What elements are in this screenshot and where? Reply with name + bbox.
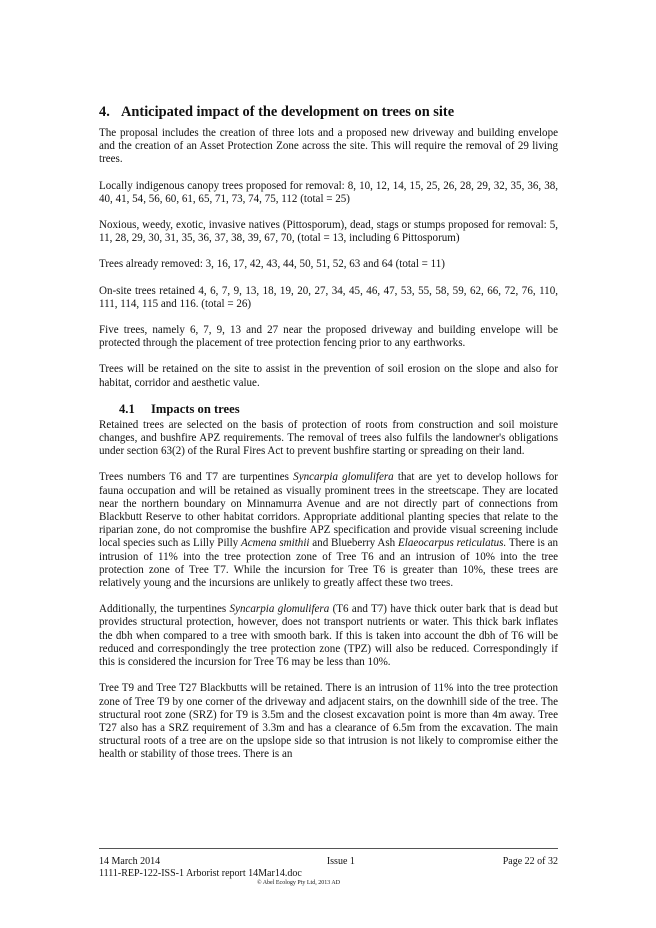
footer-copyright: © Abel Ecology Pty Ltd, 2013 AD — [256, 880, 341, 886]
section-title: Anticipated impact of the development on trees on site — [121, 104, 455, 120]
species-name: Elaeocarpus reticulatus. — [398, 537, 507, 550]
paragraph-blackbutts: Tree T9 and Tree T27 Blackbutts will be retained. There is an intrusion of 11% into the tree protection zone of Tree T9 by one corner of the driveway and adjacent stairs, on the downhill side of the tree. The structural root zone (SRZ) for T9 is 3.5m and the closest excavation point is more than 4m away. Tree T27 also has a SRZ requirement of 3.3m and has a clearance of 6.5m from the excavation. The main structural roots of a tree are on the upslope side so that intrusion is not likely to compromise either the health or stability of those trees. There is an — [99, 682, 558, 761]
subsection-title: Impacts on trees — [151, 401, 240, 416]
footer-date: 14 March 2014 — [99, 856, 161, 867]
section-number: 4. — [99, 104, 110, 120]
text-run: that are yet to develop hollows for fauna occupation and will be retained as visually prominent trees in the streetscape. They are located near the northern boundary on Minnamurra Avenue and are not directly part of connections from Blackbutt Reserve to other habitat corridors. Appropriate additional planting species that relate to the riparian zone, do not compromise the bushfire APZ specification and provide visual screening include local species such as Lilly Pilly — [99, 471, 558, 550]
text-run: and Blueberry Ash — [309, 537, 398, 550]
species-name: Acmena smithii — [241, 537, 310, 550]
paragraph-bark-dbh — [99, 603, 558, 669]
page-footer — [99, 848, 558, 887]
subsection-number: 4.1 — [119, 401, 135, 416]
paragraph-proposal: The proposal includes the creation of three lots and a proposed new driveway and building envelope and the creation of an Asset Protection Zone across the site. This will require the removal of 29 living trees. — [99, 127, 558, 166]
paragraph-already-removed: Trees already removed: 3, 16, 17, 42, 43, 44, 50, 51, 52, 63 and 64 (total = 11) — [99, 258, 445, 271]
paragraph-indigenous-removal: Locally indigenous canopy trees proposed for removal: 8, 10, 12, 14, 15, 25, 26, 28, 29, 32, 35, 36, 38, 40, 41, 54, 56, 60, 61, 65, 71, 73, 74, 75, 112 (total = 25) — [99, 179, 558, 205]
page-body — [99, 103, 558, 775]
text-run: Trees numbers T6 and T7 are turpentines — [99, 471, 294, 484]
species-name: Syncarpia glomulifera — [229, 603, 330, 616]
paragraph-retained: On-site trees retained 4, 6, 7, 9, 13, 18, 19, 20, 27, 34, 45, 46, 47, 53, 55, 58, 59, 62, 66, 72, 76, 110, 111, 114, 115 and 116. (total = 26) — [99, 284, 558, 310]
subsection-heading — [119, 402, 558, 417]
paragraph-protected-trees: Five trees, namely 6, 7, 9, 13 and 27 near the proposed driveway and building envelope will be protected through the placement of tree protection fencing prior to any earthworks. — [99, 324, 558, 350]
text-run: Additionally, the turpentines — [99, 603, 230, 616]
footer-page-number: Page 22 of 32 — [502, 856, 558, 867]
paragraph-noxious-removal: Noxious, weedy, exotic, invasive natives (Pittosporum), dead, stags or stumps proposed for removal: 5, 11, 28, 29, 30, 31, 35, 36, 37, 38, 39, 67, 70, (total = 13, including 6 Pittosporum) — [99, 219, 558, 245]
paragraph-turpentines-t6-t7 — [99, 471, 558, 590]
text-run: There is an intrusion of 11% into the tree protection zone of Tree T6 and an intrusion of 10% into the tree protection zone of Tree T7. While the incursion for Tree T6 is greater than 10%, these trees are relatively young and the incursions are unlikely to greatly affect these two trees. — [99, 537, 559, 590]
paragraph-erosion: Trees will be retained on the site to assist in the prevention of soil erosion on the slope and also for habitat, corridor and aesthetic value. — [99, 363, 558, 389]
footer-document-reference: 1111-REP-122-ISS-1 Arborist report 14Mar14.doc — [99, 868, 302, 879]
species-name: Syncarpia glomulifera — [293, 471, 394, 484]
section-heading — [99, 103, 558, 121]
paragraph-selection-basis: Retained trees are selected on the basis of protection of roots from construction and soil moisture changes, and bushfire APZ requirements. The removal of trees also fulfils the landowner's obligations under section 63(2) of the Rural Fires Act to prevent bushfire starting or spreading on their land. — [99, 418, 558, 458]
footer-issue: Issue 1 — [326, 856, 355, 867]
footer-row — [99, 856, 558, 868]
text-run: (T6 and T7) have thick outer bark that is dead but provides structural protection, however, does not transport nutrients or water. This thick bark inflates the dbh when compared to a tree with smooth bark. If this is taken into account the dbh of T6 will be reduced and correspondingly the tree protection zone (TPZ) will also be reduced. Correspondingly if this is considered the incursion for Tree T6 may be less than 10%. — [99, 603, 558, 669]
